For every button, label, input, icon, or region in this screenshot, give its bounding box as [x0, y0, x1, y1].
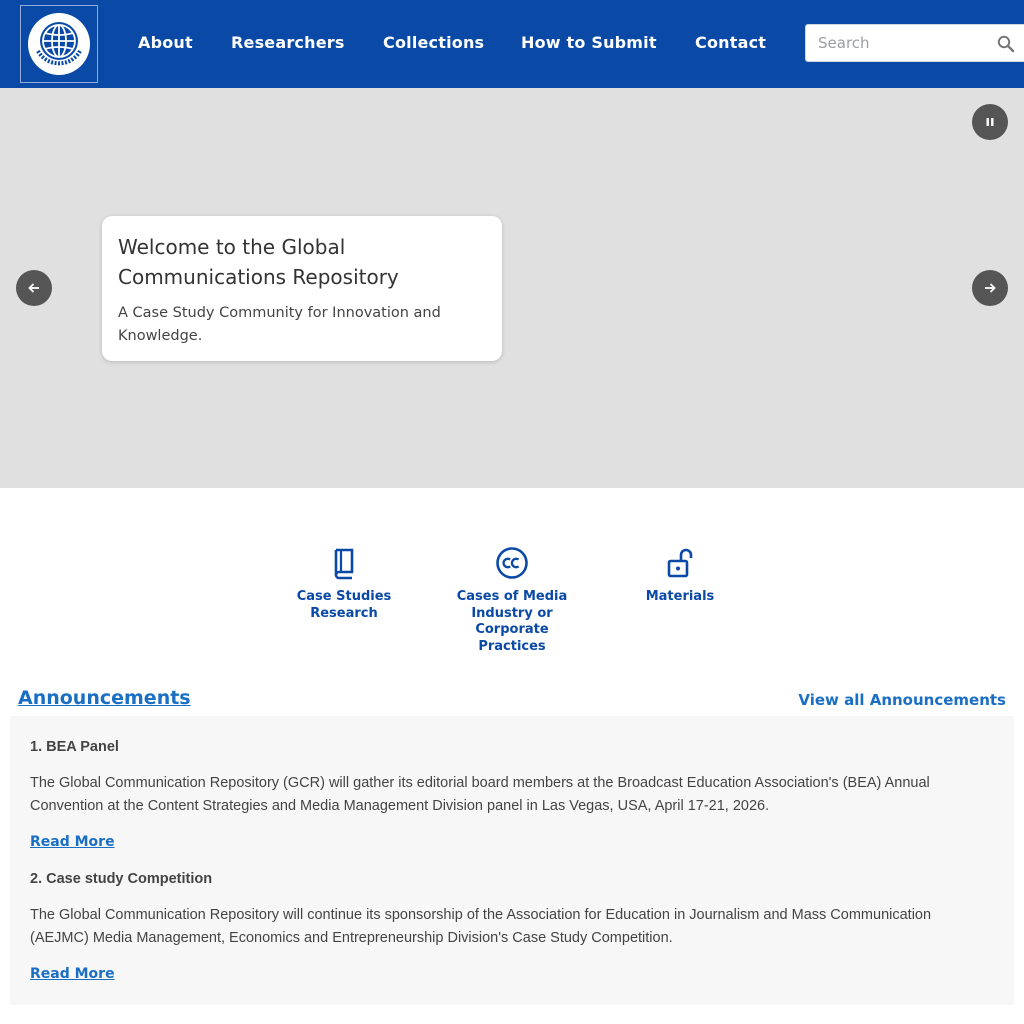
- view-all-announcements-link[interactable]: View all Announcements: [798, 691, 1006, 709]
- pause-icon[interactable]: [972, 104, 1008, 140]
- nav-how-to-submit[interactable]: How to Submit: [521, 33, 657, 52]
- announcement-body: The Global Communication Repository (GCR) will gather its editorial board members at the Broadcast Education Association's (BEA) Annual Convention at the Content Strategies and Media Management Division panel in Las Vegas, USA, April 17-21, 2026.: [30, 775, 930, 814]
- quick-link-materials[interactable]: [620, 546, 740, 606]
- quick-link-media-cases[interactable]: [452, 546, 572, 655]
- announcements-heading[interactable]: Announcements: [18, 687, 191, 709]
- nav-contact[interactable]: Contact: [695, 33, 767, 52]
- unlock-icon: [663, 546, 697, 580]
- nav-about[interactable]: About: [138, 33, 193, 52]
- site-header: [0, 0, 1024, 88]
- hero-caption: [102, 216, 502, 361]
- globe-logo-icon[interactable]: [20, 5, 98, 83]
- read-more-link[interactable]: Read More: [30, 966, 115, 982]
- quick-link-label: Materials: [645, 589, 715, 604]
- announcement-body: The Global Communication Repository will continue its sponsorship of the Association for Education in Journalism and Mass Communication (AEJMC) Media Management, Economics and Entrepreneurship Division's Case Study Competition.: [30, 907, 932, 946]
- hero-title: Welcome to the Global Communications Repository: [118, 235, 399, 289]
- read-more-link[interactable]: Read More: [30, 834, 115, 850]
- creative-commons-icon: [495, 546, 529, 580]
- book-icon: [327, 546, 361, 580]
- quick-link-label: Cases of Media Industry or Corporate Practices: [456, 589, 568, 654]
- nav-collections[interactable]: Collections: [383, 33, 485, 52]
- announcement-heading: 1. BEA Panel: [30, 739, 119, 755]
- announcements-panel: [10, 716, 1014, 1005]
- search-box: [805, 24, 1024, 62]
- quick-link-case-studies[interactable]: [284, 546, 404, 622]
- announcement-heading: 2. Case study Competition: [30, 871, 213, 887]
- arrow-left-icon[interactable]: [16, 270, 52, 306]
- search-icon[interactable]: [996, 34, 1016, 54]
- arrow-right-icon[interactable]: [972, 270, 1008, 306]
- nav-researchers[interactable]: Researchers: [231, 33, 345, 52]
- quick-link-label: Case Studies Research: [296, 589, 392, 621]
- hero-subtitle: A Case Study Community for Innovation and Knowledge.: [118, 305, 441, 344]
- search-input[interactable]: [806, 25, 1020, 61]
